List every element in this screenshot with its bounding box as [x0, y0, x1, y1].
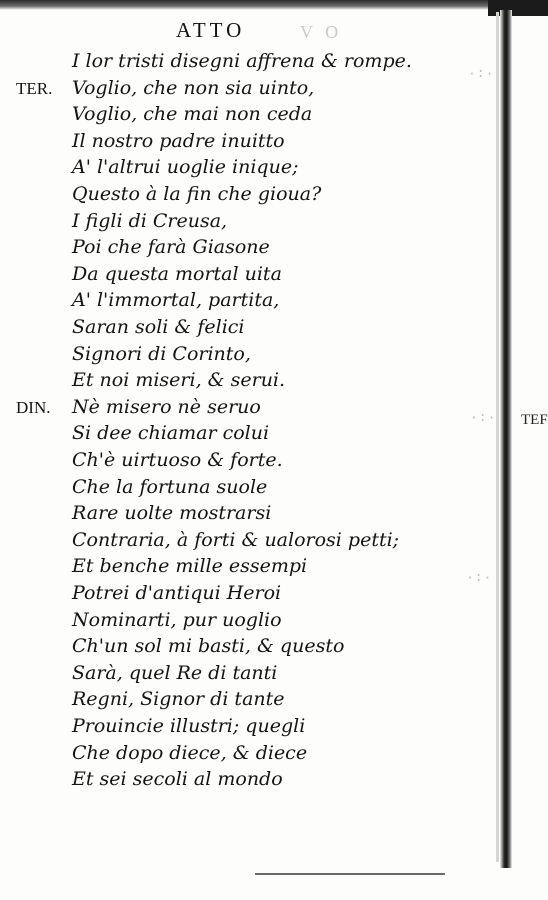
- verse-line: I figli di Creusa,: [72, 210, 228, 232]
- bleed-mark: ·:·: [470, 410, 497, 425]
- verse-line: Saran soli & felici: [72, 316, 245, 338]
- verse-line: Potrei d'antiqui Heroi: [72, 582, 282, 604]
- verse-line: Et sei secoli al mondo: [72, 768, 283, 790]
- verse-line: Sarà, quel Re di tanti: [72, 662, 278, 684]
- verse-line: Rare uolte mostrarsi: [72, 502, 272, 524]
- bleed-mark: ·:·: [468, 66, 495, 81]
- bleed-through-header: V O: [300, 22, 343, 42]
- speaker-label: TER.: [16, 79, 53, 98]
- bleed-mark: ·:·: [466, 570, 493, 585]
- verse-line: Voglio, che non sia uinto,: [72, 77, 315, 99]
- verse-line: Voglio, che mai non ceda: [72, 103, 313, 125]
- verse-line: Prouincie illustri; quegli: [72, 715, 306, 737]
- verse-line: Signori di Corinto,: [72, 343, 251, 365]
- verse-line: Nè misero nè seruo: [72, 396, 261, 418]
- verse-line: Ch'un sol mi basti, & questo: [72, 635, 345, 657]
- book-spine: [500, 10, 512, 868]
- verse-line: Nominarti, pur uoglio: [72, 609, 282, 631]
- verse-line: Poi che farà Giasone: [72, 236, 270, 258]
- page-top-edge: [0, 0, 548, 10]
- verse-line: Che dopo diece, & diece: [72, 742, 308, 764]
- facing-page-speaker: TEF: [521, 412, 548, 428]
- verse-line: Contraria, à forti & ualorosi petti;: [72, 529, 400, 551]
- verse-line: I lor tristi disegni affrena & rompe.: [72, 50, 412, 72]
- verse-line: Ch'è uirtuoso & forte.: [72, 449, 283, 471]
- running-header: ATTO: [176, 18, 246, 42]
- verse-line: Che la fortuna suole: [72, 476, 268, 498]
- speaker-label: DIN.: [16, 398, 51, 417]
- verse-line: A' l'altrui uoglie inique;: [72, 156, 299, 178]
- verse-line: Il nostro padre inuitto: [72, 130, 285, 152]
- verse-line: Questo à la fin che gioua?: [72, 183, 322, 205]
- verse-line: Et noi miseri, & serui.: [72, 369, 286, 391]
- verse-line: Regni, Signor di tante: [72, 688, 285, 710]
- verse-line: Si dee chiamar colui: [72, 422, 270, 444]
- verse-line: Et benche mille essempi: [72, 555, 308, 577]
- bottom-edge-line: [255, 873, 445, 875]
- verse-line: A' l'immortal, partita,: [72, 289, 280, 311]
- verse-line: Da questa mortal uita: [72, 263, 282, 285]
- binding-shadow: [496, 12, 499, 862]
